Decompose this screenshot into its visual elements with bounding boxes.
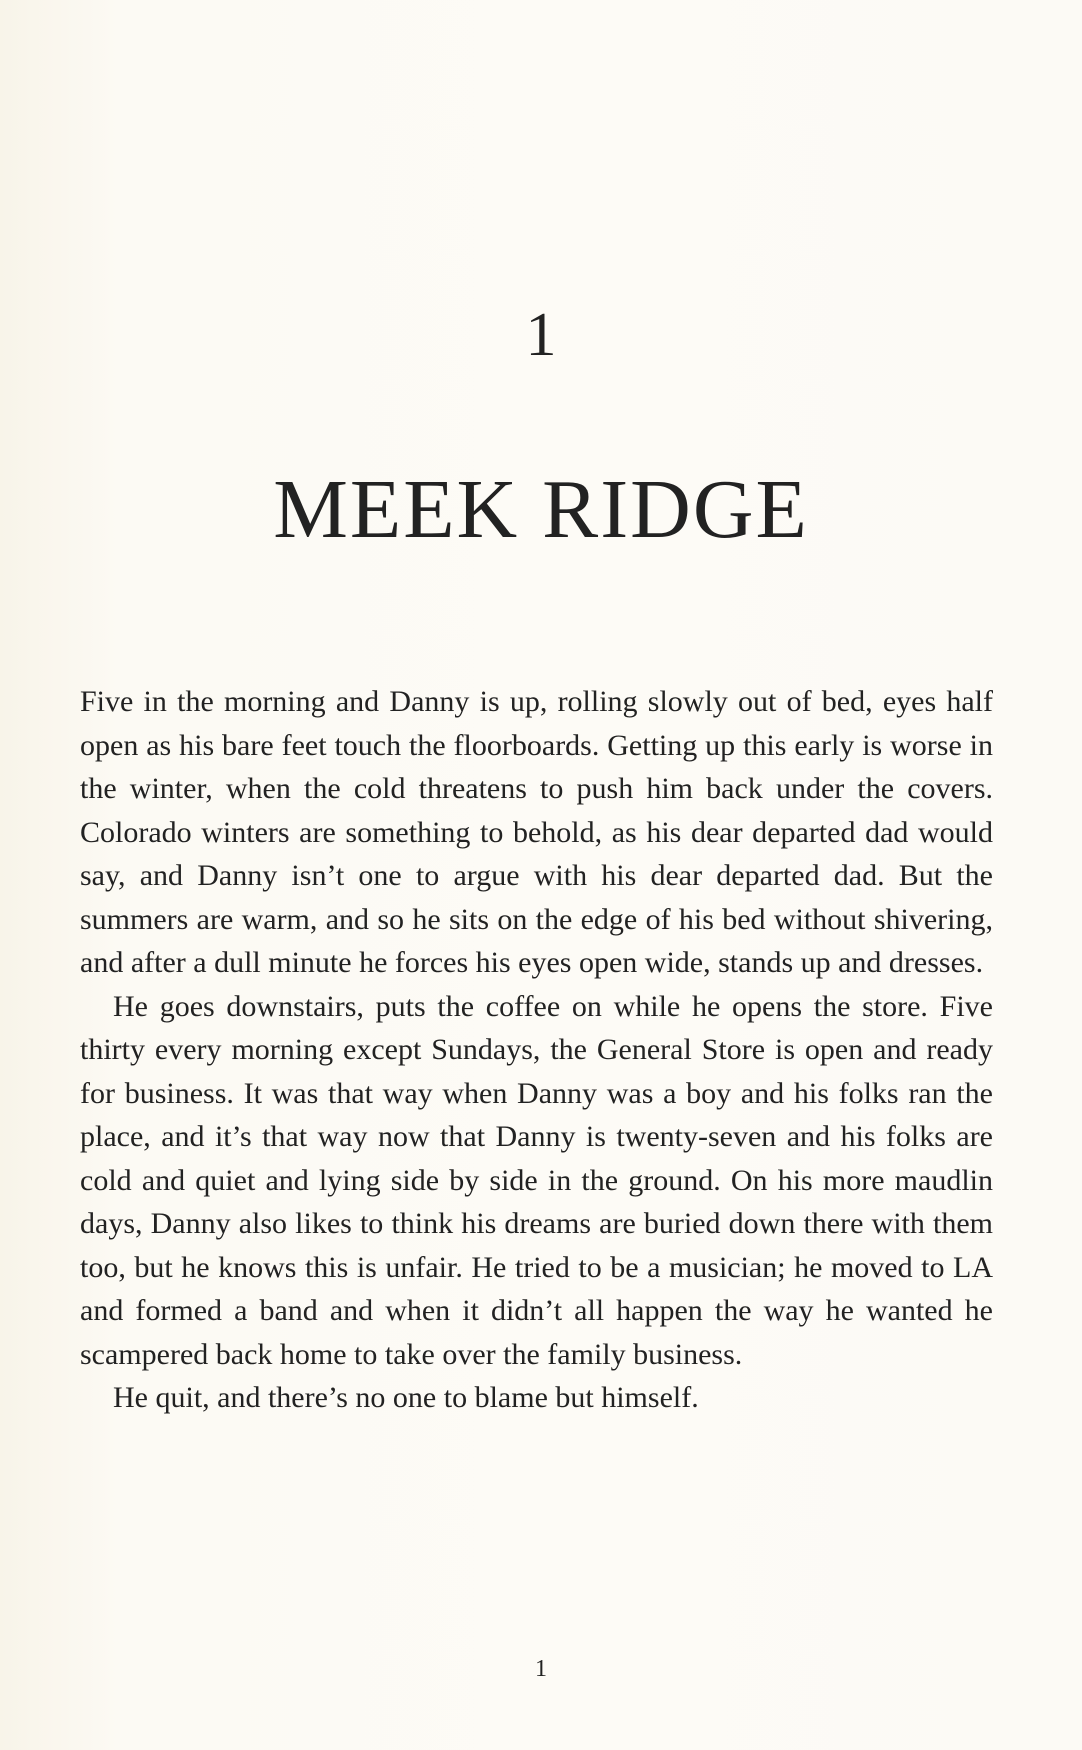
page-number: 1 <box>535 1656 547 1682</box>
paragraph: He goes downstairs, puts the coffee on while he opens the store. Five thirty every morning except Sundays, the General Store is open and ready for business. It was that way when Danny was a boy and his folks ran the place, and it’s that way now that Danny is twenty-seven and his folks are cold and quiet and lying side by side in the ground. On his more maudlin days, Danny also likes to think his dreams are buried down there with them too, but he knows this is unfair. He tried to be a musician; he moved to LA and formed a band and when it didn’t all happen the way he wanted he scampered back home to take over the family business. <box>80 989 993 1371</box>
chapter-title: MEEK RIDGE <box>273 463 809 556</box>
chapter-body <box>80 680 993 1420</box>
paragraph: He quit, and there’s no one to blame but himself. <box>113 1381 699 1414</box>
paragraph: Five in the morning and Danny is up, rolling slowly out of bed, eyes half open as his bare feet touch the floorboards. Getting up this early is worse in the winter, when the cold threatens to push him back under the covers. Colorado winters are something to behold, as his dear departed dad would say, and Danny isn’t one to argue with his dear departed dad. But the summers are warm, and so he sits on the edge of his bed without shivering, and after a dull minute he forces his eyes open wide, stands up and dresses. <box>80 685 993 979</box>
chapter-number: 1 <box>525 301 557 369</box>
